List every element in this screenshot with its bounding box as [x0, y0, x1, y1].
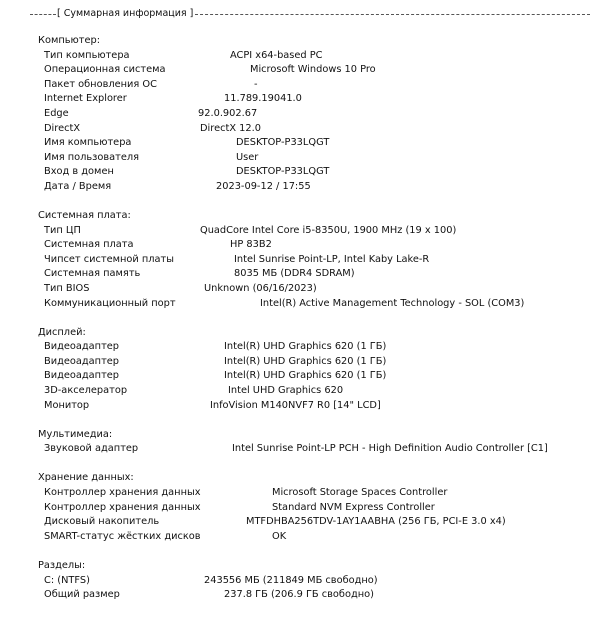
info-label: Видеоадаптер	[44, 370, 120, 382]
info-value: 243556 МБ (211849 МБ свободно)	[204, 574, 378, 586]
section-multimedia	[38, 428, 588, 457]
info-label: SMART-статус жёстких дисков	[44, 530, 201, 542]
report-header	[30, 6, 590, 20]
info-value: 92.0.902.67	[198, 107, 258, 119]
info-value: 237.8 ГБ (206.9 ГБ свободно)	[224, 589, 374, 601]
info-row	[38, 574, 588, 589]
info-row	[38, 442, 588, 457]
info-label: Дисковый накопитель	[44, 516, 160, 528]
summary-report	[38, 34, 588, 617]
info-row	[38, 297, 588, 312]
info-label: Чипсет системной платы	[44, 253, 174, 265]
info-label: Видеоадаптер	[44, 355, 120, 367]
info-row	[38, 224, 588, 239]
section-computer	[38, 34, 588, 195]
info-row	[38, 92, 588, 107]
info-label: Пакет обновления ОС	[44, 78, 157, 90]
info-row	[38, 122, 588, 137]
info-value: HP 83B2	[230, 239, 272, 251]
info-value: 8035 МБ (DDR4 SDRAM)	[234, 268, 355, 280]
info-label: Вход в домен	[44, 166, 114, 178]
info-row	[38, 180, 588, 195]
info-label: Тип BIOS	[44, 283, 90, 294]
info-label: Системная память	[44, 268, 141, 280]
info-value: Intel Sunrise Point-LP PCH - High Definition Audio Controller [C1]	[232, 443, 548, 455]
info-row	[38, 136, 588, 151]
info-value: Intel UHD Graphics 620	[228, 385, 344, 397]
info-label: Операционная система	[44, 64, 166, 76]
info-value: Intel(R) UHD Graphics 620 (1 ГБ)	[224, 355, 387, 367]
info-label: Общий размер	[44, 589, 120, 601]
section-motherboard	[38, 209, 588, 311]
info-row	[38, 267, 588, 282]
info-row	[38, 78, 588, 93]
info-row	[38, 501, 588, 516]
info-row	[38, 486, 588, 501]
info-label: Тип компьютера	[44, 49, 130, 61]
info-label: 3D-акселератор	[44, 385, 128, 397]
info-row	[38, 588, 588, 603]
section-title: Мультимедиа:	[38, 428, 113, 440]
info-row	[38, 165, 588, 180]
section-display	[38, 326, 588, 414]
info-label: Дата / Время	[44, 180, 112, 192]
info-value: -	[254, 78, 258, 90]
section-title: Дисплей:	[38, 326, 86, 338]
info-value: 2023-09-12 / 17:55	[216, 180, 311, 192]
info-value: Intel Sunrise Point-LP, Intel Kaby Lake-R	[234, 253, 430, 265]
header-rule-left	[30, 14, 56, 15]
info-label: Монитор	[44, 399, 90, 411]
header-rule-right	[195, 14, 590, 15]
info-value: Microsoft Storage Spaces Controller	[272, 487, 448, 499]
info-label: Звуковой адаптер	[44, 443, 139, 455]
section-title: Компьютер:	[38, 35, 101, 46]
info-value: QuadCore Intel Core i5-8350U, 1900 MHz (19 x 100)	[200, 224, 457, 236]
info-label: Коммуникационный порт	[44, 297, 176, 309]
info-row	[38, 253, 588, 268]
section-storage	[38, 471, 588, 544]
info-row	[38, 238, 588, 253]
info-value: DirectX 12.0	[200, 122, 261, 134]
info-row	[38, 515, 588, 530]
info-value: DESKTOP-P33LQGT	[236, 137, 330, 149]
section-title: Хранение данных:	[38, 472, 134, 484]
info-label: Internet Explorer	[44, 93, 127, 105]
section-title: Разделы:	[38, 559, 86, 571]
info-label: Edge	[44, 107, 69, 119]
info-row	[38, 340, 588, 355]
info-row	[38, 49, 588, 64]
info-label: Тип ЦП	[44, 224, 81, 236]
info-value: User	[236, 151, 259, 163]
info-row	[38, 369, 588, 384]
info-row	[38, 530, 588, 545]
info-row	[38, 355, 588, 370]
info-value: Standard NVM Express Controller	[272, 501, 435, 513]
report-header-title: [ Суммарная информация ]	[57, 7, 194, 19]
info-value: Intel(R) UHD Graphics 620 (1 ГБ)	[224, 370, 387, 382]
info-label: Видеоадаптер	[44, 341, 120, 353]
info-label: Системная плата	[44, 239, 134, 251]
info-row	[38, 399, 588, 414]
info-label: DirectX	[44, 122, 81, 134]
info-row	[38, 63, 588, 78]
info-value: OK	[272, 530, 287, 542]
info-row	[38, 282, 588, 297]
info-label: Контроллер хранения данных	[44, 487, 201, 499]
info-value: ACPI x64-based PC	[230, 49, 323, 61]
info-value: Intel(R) UHD Graphics 620 (1 ГБ)	[224, 341, 387, 353]
info-value: Intel(R) Active Management Technology - SOL (COM3)	[260, 297, 525, 309]
info-label: Имя пользователя	[44, 151, 140, 163]
info-value: 11.789.19041.0	[224, 93, 302, 105]
info-label: Контроллер хранения данных	[44, 501, 201, 513]
section-title: Системная плата:	[38, 210, 131, 222]
info-row	[38, 151, 588, 166]
info-value: DESKTOP-P33LQGT	[236, 166, 330, 178]
section-partitions	[38, 559, 588, 603]
info-value: Unknown (06/16/2023)	[204, 283, 317, 294]
info-label: Имя компьютера	[44, 137, 132, 149]
info-label: C: (NTFS)	[44, 574, 90, 586]
info-value: Microsoft Windows 10 Pro	[250, 64, 376, 76]
info-value: MTFDHBA256TDV-1AY1AABHA (256 ГБ, PCI-E 3.0 x4)	[246, 516, 506, 528]
info-row	[38, 384, 588, 399]
info-row	[38, 107, 588, 122]
info-value: InfoVision M140NVF7 R0 [14" LCD]	[210, 399, 381, 411]
